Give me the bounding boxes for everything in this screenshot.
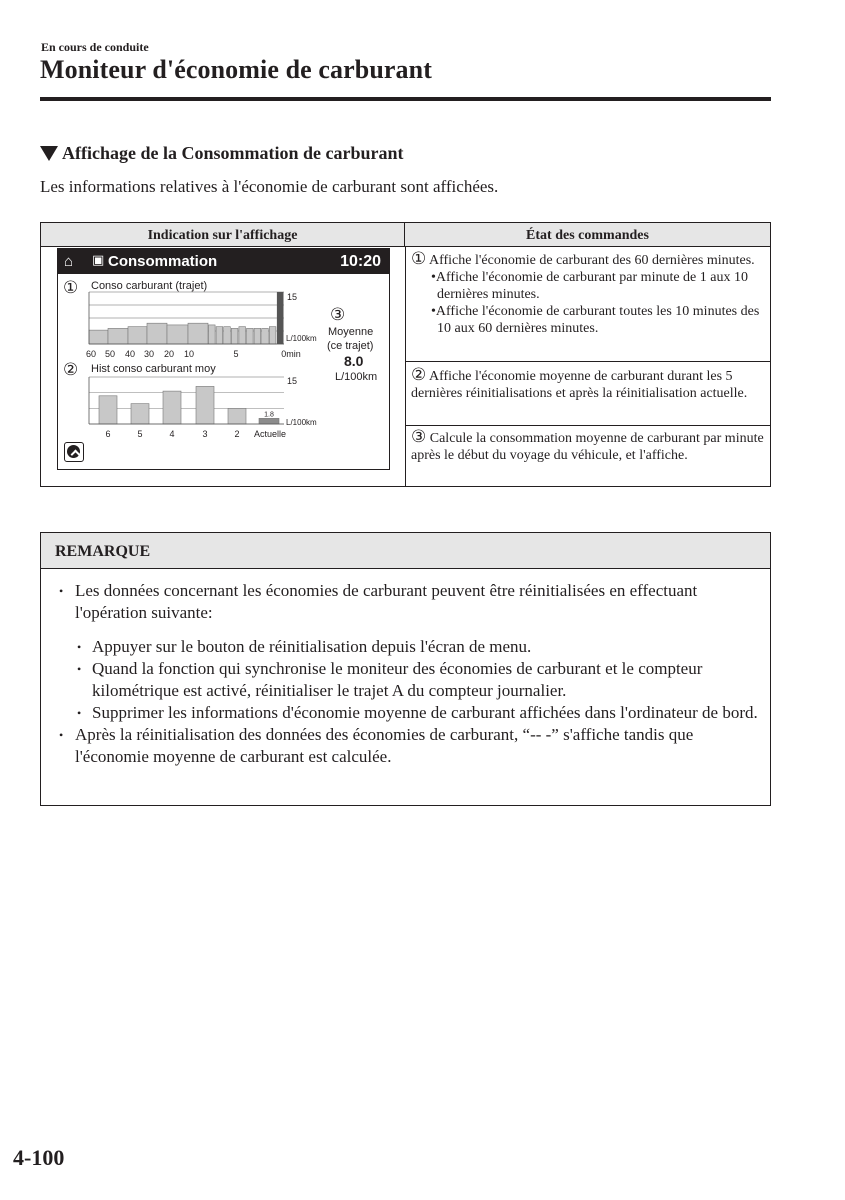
chart1-tick-label: 30 [143, 349, 155, 359]
remarque-sub-bullet: • Supprimer les informations d'économie moyenne de carburant affichées dans l'ordinateur de bord. [41, 702, 770, 724]
title-rule [40, 97, 771, 101]
chart1-bar [209, 325, 216, 344]
chart1-bar [231, 328, 238, 344]
chart2-bar [228, 408, 246, 424]
chart1-bar [262, 328, 269, 344]
row-separator [406, 361, 770, 362]
screen-title: Consommation [108, 253, 218, 270]
chart1-ymax-label: 15 [287, 292, 298, 302]
chart2-tick-label: 5 [137, 429, 143, 439]
chart2-bar [196, 386, 214, 424]
remarque-sub-bullet: • Appuyer sur le bouton de réinitialisation depuis l'écran de menu. [41, 636, 770, 658]
chart2-tick-label: Actuelle [253, 429, 287, 439]
state-row-1 [406, 251, 770, 337]
remarque-sub-bullet: • Quand la fonction qui synchronise le moniteur des économies de carburant et le compteur kilométrique est activé, réinitialiser le trajet A du compteur journalier. [41, 658, 770, 702]
chart2-bar [163, 391, 181, 424]
page-title: Moniteur d'économie de carburant [40, 55, 432, 84]
avg-unit: L/100km [335, 371, 378, 383]
chart1-bar [254, 328, 261, 344]
remarque-box [40, 532, 771, 806]
remarque-title: REMARQUE [41, 533, 770, 569]
chart2-bar [131, 404, 149, 424]
marker-3: ③ [330, 305, 346, 325]
chart1-label: Conso carburant (trajet) [91, 280, 208, 292]
chart2-tick-label: 2 [234, 429, 240, 439]
row1-marker: ① [411, 249, 427, 269]
row2-marker: ② [411, 365, 427, 385]
chart1-bar [89, 330, 108, 344]
marker-1: ① [63, 278, 79, 298]
col-header-state: État des commandes [405, 223, 770, 247]
chart2-label: Hist conso carburant moy [91, 363, 216, 375]
screen-clock: 10:20 [340, 253, 381, 270]
row-separator [406, 425, 770, 426]
chart1-unit-label: L/100km [286, 334, 317, 343]
chart1-bar [224, 327, 231, 344]
sub-heading [40, 143, 403, 164]
chart2-tick-label: 6 [105, 429, 111, 439]
chart1-tick-label: 20 [163, 349, 175, 359]
marker-2: ② [63, 360, 79, 380]
home-icon: ⌂ [64, 253, 74, 270]
chart1-tick-label: 0min [281, 349, 301, 359]
state-row-3 [406, 429, 770, 464]
chart1-bar [269, 327, 276, 344]
fuel-charts [58, 249, 389, 469]
chart1-tick-label: 5 [233, 349, 239, 359]
display-table [40, 222, 771, 487]
chart2-tick-label: 3 [202, 429, 208, 439]
chart1-tick-label: 60 [85, 349, 97, 359]
chart2-bar [99, 396, 117, 424]
fuel-screen-illustration [57, 248, 390, 470]
chart1-bar [147, 323, 167, 344]
chart2-tick-label: 4 [169, 429, 175, 439]
chart1-bar [167, 325, 188, 344]
triangle-marker-icon [40, 146, 58, 161]
intro-text: Les informations relatives à l'économie de carburant sont affichées. [40, 177, 499, 196]
state-row-2 [406, 367, 770, 402]
chart1-tick-label: 10 [183, 349, 195, 359]
chart1-bar [216, 327, 223, 344]
chevron-up-icon [67, 445, 80, 458]
page-number: 4-100 [13, 1145, 65, 1170]
row1-text: Affiche l'économie de carburant des 60 dernières minutes. [428, 253, 755, 268]
col-header-display: Indication sur l'affichage [41, 223, 405, 247]
row1-sub2: •Affiche l'économie de carburant toutes les 10 minutes des 10 aux 60 dernières minutes. [431, 304, 760, 336]
avg-label-2: (ce trajet) [327, 340, 374, 352]
chart1-tick-label: 40 [124, 349, 136, 359]
row2-text: Affiche l'économie moyenne de carburant durant les 5 dernières réinitialisations et après la réinitialisation actuelle. [411, 369, 748, 401]
section-label: En cours de conduite [41, 40, 149, 54]
row3-marker: ③ [411, 427, 427, 447]
chart1-bar [239, 327, 246, 344]
chart1-bar [128, 327, 147, 344]
remarque-bullet: • Après la réinitialisation des données des économies de carburant, “-- -” s'affiche tandis que l'économie moyenne de carburant est calculée. [41, 724, 770, 768]
chart1-bar [188, 323, 208, 344]
chart2-unit-label: L/100km [286, 418, 317, 427]
chart1-tick-label: 50 [104, 349, 116, 359]
chart2-bar [259, 418, 279, 424]
row3-text: Calcule la consommation moyenne de carburant par minute après le début du voyage du véhicule, et l'affiche. [411, 431, 764, 463]
row1-sub1: •Affiche l'économie de carburant par minute de 1 aux 10 dernières minutes. [431, 270, 748, 302]
chart1-bar [108, 328, 128, 344]
chart1-bar [247, 328, 254, 344]
sub-heading-text: Affichage de la Consommation de carburant [62, 143, 404, 163]
chart2-value-label: 1.8 [264, 411, 274, 419]
remarque-body [41, 580, 770, 768]
chart1-current-marker [277, 292, 284, 344]
back-up-button[interactable] [64, 442, 84, 462]
remarque-bullet: • Les données concernant les économies de carburant peuvent être réinitialisées en effectuant l'opération suivante: [41, 580, 770, 624]
fuel-consumption-icon: ▣ [92, 252, 105, 267]
avg-value: 8.0 [344, 353, 364, 369]
chart2-ymax-label: 15 [287, 376, 298, 386]
avg-label-1: Moyenne [328, 326, 374, 338]
